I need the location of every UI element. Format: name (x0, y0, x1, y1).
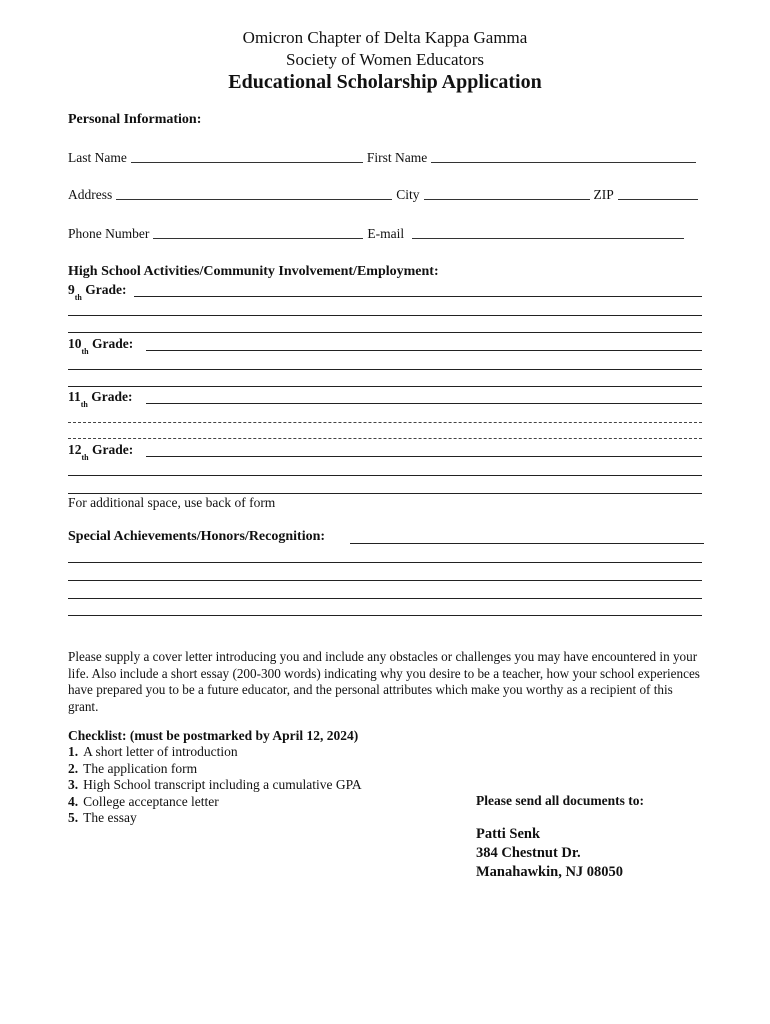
first-name-field[interactable] (431, 161, 696, 163)
city-label: City (396, 187, 420, 202)
grade-9-number: 9 (68, 282, 75, 297)
checklist-item-text: High School transcript including a cumulative GPA (83, 777, 362, 792)
grade-11-number: 11 (68, 389, 81, 404)
grade-9-text: Grade: (85, 282, 127, 297)
org-name: Omicron Chapter of Delta Kappa Gamma (242, 28, 528, 47)
first-name-label: First Name (366, 150, 428, 165)
achievements-heading: Special Achievements/Honors/Recognition: (68, 529, 326, 544)
checklist-item (68, 810, 362, 827)
phone-label: Phone Number (68, 226, 150, 241)
grade-9-line[interactable] (68, 332, 702, 333)
checklist-item-number: 1. (68, 744, 79, 759)
checklist-item-text: The essay (83, 810, 137, 825)
grade-10-line[interactable] (146, 350, 702, 351)
org-subtitle: Society of Women Educators (285, 50, 485, 69)
mailing-heading: Please send all documents to: (476, 793, 644, 808)
grade-12-line[interactable] (146, 456, 702, 457)
name-row (68, 150, 700, 166)
achievements-line[interactable] (350, 543, 704, 544)
grade-10-line[interactable] (68, 386, 702, 387)
checklist-item-number: 3. (68, 777, 79, 792)
grade-9-line[interactable] (134, 296, 702, 297)
grade-10-text: Grade: (92, 336, 134, 351)
last-name-field[interactable] (131, 161, 363, 163)
grade-12-label: 12 th Grade: (68, 442, 134, 462)
grade-10-line[interactable] (68, 369, 702, 370)
achievements-line[interactable] (68, 598, 702, 599)
checklist-item-number: 4. (68, 793, 79, 809)
checklist-item-number: 5. (68, 810, 79, 825)
grade-9-label: 9 th Grade: (68, 282, 127, 302)
grade-12-text: Grade: (92, 442, 134, 457)
achievements-line[interactable] (68, 615, 702, 616)
grade-9-line[interactable] (68, 315, 702, 316)
checklist-item-number: 2. (68, 760, 79, 776)
checklist (68, 744, 362, 827)
grade-10-label: 10 th Grade: (68, 336, 134, 356)
last-name-label: Last Name (68, 150, 127, 165)
checklist-item-text: A short letter of introduction (83, 744, 238, 759)
checklist-heading: Checklist: (must be postmarked by April 12, 2024) (68, 728, 359, 743)
email-field[interactable] (412, 237, 684, 239)
zip-label: ZIP (593, 187, 614, 202)
zip-field[interactable] (618, 198, 698, 200)
city-field[interactable] (424, 198, 590, 200)
instructions-paragraph: Please supply a cover letter introducing you and include any obstacles or challenges you may have encountered in your life. Also include a short essay (200-300 words) indicating why you desire to be a teacher, how your school experiences have prepared you to be a future educator, and the personal attributes which make you worthy as a recipient of this grant. (68, 649, 700, 714)
address-row (68, 187, 702, 203)
phone-field[interactable] (153, 237, 363, 239)
achievements-line[interactable] (68, 580, 702, 581)
recipient-city: Manahawkin, NJ 08050 (476, 864, 624, 880)
checklist-item-text: College acceptance letter (83, 793, 219, 809)
grade-11-line[interactable] (68, 438, 702, 439)
recipient-name: Patti Senk (476, 826, 541, 842)
personal-info-heading: Personal Information: (68, 112, 202, 127)
address-label: Address (68, 187, 113, 202)
recipient-street: 384 Chestnut Dr. (476, 845, 581, 861)
mailing-address (476, 825, 623, 882)
contact-row (68, 226, 688, 242)
grade-11-text: Grade: (91, 389, 133, 404)
additional-space-note: For additional space, use back of form (68, 495, 276, 510)
checklist-item (68, 777, 362, 794)
form-title: Educational Scholarship Application (228, 71, 542, 93)
email-label: E-mail (367, 226, 405, 241)
checklist-item (68, 744, 362, 761)
grade-12-number: 12 (68, 442, 82, 457)
checklist-item (68, 794, 362, 811)
checklist-item (68, 761, 362, 778)
grade-11-line[interactable] (146, 403, 702, 404)
grade-12-line[interactable] (68, 475, 702, 476)
checklist-item-text: The application form (83, 760, 198, 776)
grade-12-line[interactable] (68, 493, 702, 494)
achievements-line[interactable] (68, 562, 702, 563)
grade-11-line[interactable] (68, 422, 702, 423)
grade-10-number: 10 (68, 336, 82, 351)
grade-11-label: 11 th Grade: (68, 389, 133, 409)
activities-heading: High School Activities/Community Involvement/Employment: (68, 264, 439, 279)
address-field[interactable] (116, 198, 392, 200)
